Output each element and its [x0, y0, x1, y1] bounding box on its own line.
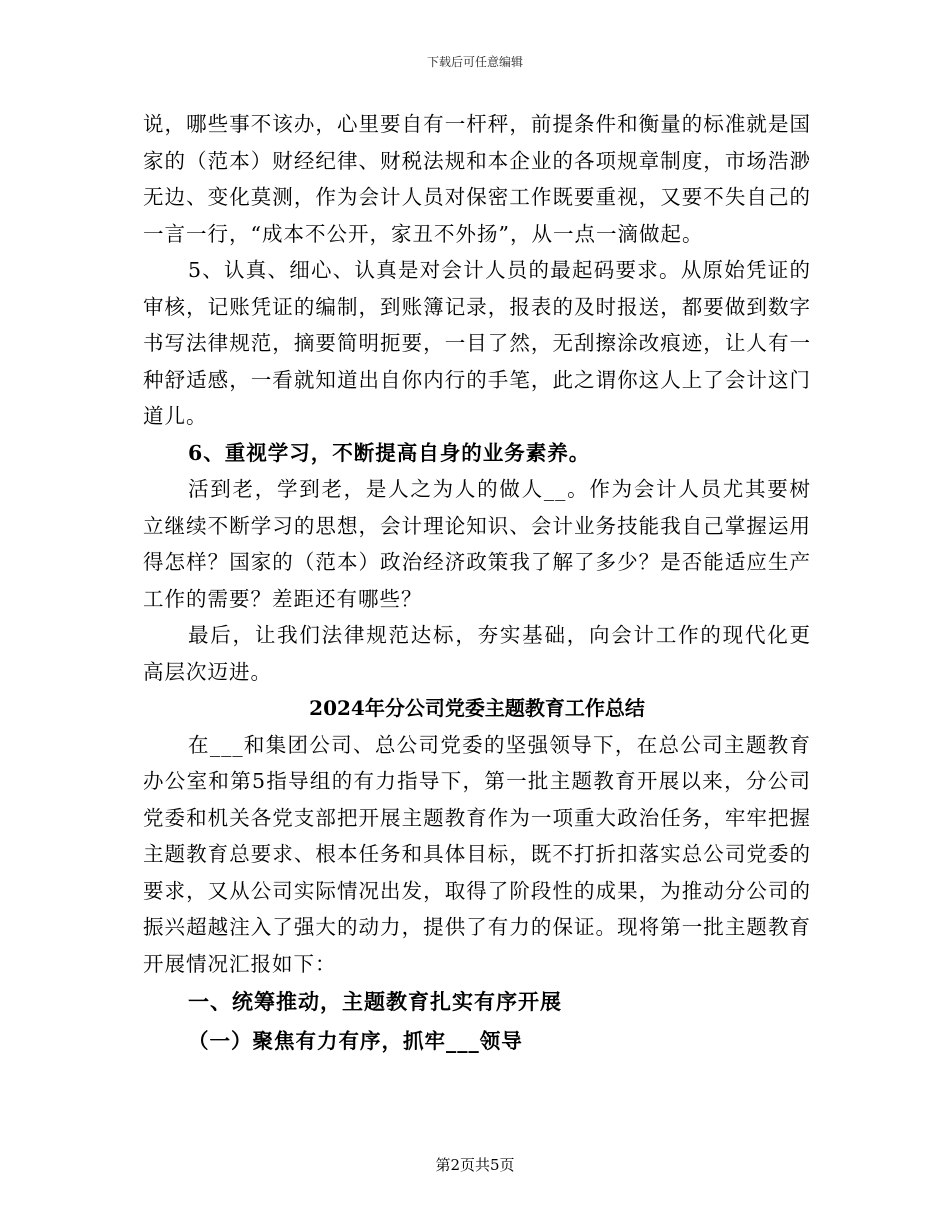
page-header: 下载后可任意编辑 — [426, 55, 523, 69]
heading-item-6: 6、重视学习，不断提高自身的业务素养。 — [188, 440, 591, 465]
subsection-heading-1: （一）聚焦有力有序，抓牢___领导 — [188, 1029, 523, 1053]
paragraph-learning: 活到老，学到老，是人之为人的做人__。作为会计人员尤其要树立继续不断学习的思想，会计理论知识、会计业务技能我自己掌握运用得怎样？国家的（范本）政治经济政策我了解了多少？是否能适应生产工作的需要？差距还有哪些？ — [143, 477, 811, 611]
paragraph-item-5: 5、认真、细心、认真是对会计人员的最起码要求。从原始凭证的审核，记账凭证的编制，到账簿记录，报表的及时报送，都要做到数字书写法律规范，摘要简明扼要，一目了然，无刮擦涂改痕迹，让人有一种舒适感，一看就知道出自你内行的手笔，此之谓你这人上了会计这门道儿。 — [143, 258, 811, 428]
paragraph-conclusion: 最后，让我们法律规范达标，夯实基础，向会计工作的现代化更高层次迈进。 — [143, 623, 811, 684]
page-footer: 第2页共5页 — [435, 1156, 515, 1174]
section-heading-1: 一、统筹推动，主题教育扎实有序开展 — [188, 989, 562, 1014]
paragraph-intro: 在___和集团公司、总公司党委的坚强领导下，在总公司主题教育办公室和第5指导组的有力指导下，第一批主题教育开展以来，分公司党委和机关各党支部把开展主题教育作为一项重大政治任务，牢牢把握主题教育总要求、根本任务和具体目标，既不打折扣落实总公司党委的要求，又从公司实际情况出发，取得了阶段性的成果，为推动分公司的振兴超越注入了强大的动力，提供了有力的保证。现将第一批主题教育开展情况汇报如下： — [143, 732, 811, 976]
document-title: 2024年分公司党委主题教育工作总结 — [309, 696, 645, 720]
paragraph-confidentiality: 说，哪些事不该办，心里要自有一杆秤，前提条件和衡量的标准就是国家的（范本）财经纪律、财税法规和本企业的各项规章制度，市场浩渺无边、变化莫测，作为会计人员对保密工作既要重视，又要不失自己的一言一行，“成本不公开，家丑不外扬”，从一点一滴做起。 — [143, 112, 811, 246]
document-body — [143, 106, 811, 1060]
